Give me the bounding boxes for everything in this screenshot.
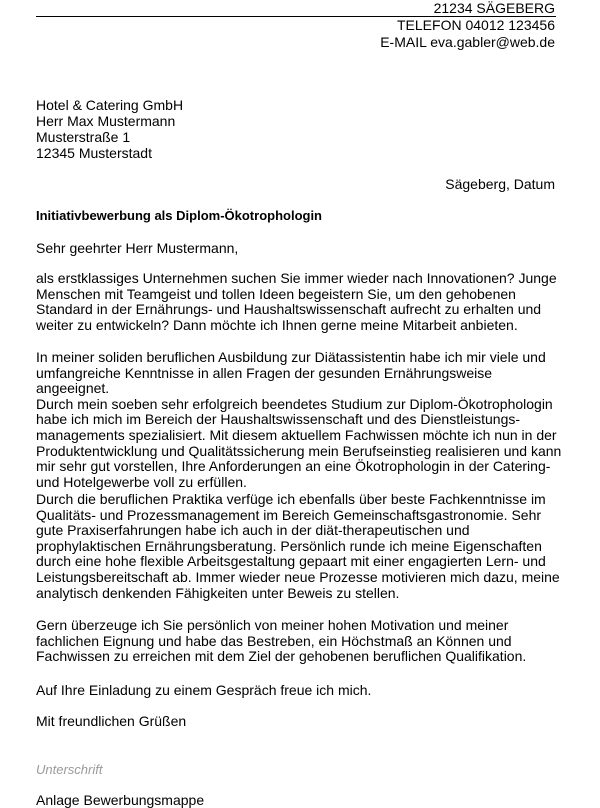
recipient-address — [36, 97, 183, 161]
letter-date: Sägeberg, Datum — [445, 176, 555, 192]
body-paragraph-2: In meiner soliden beruflichen Ausbildung zur Diätassistentin habe ich mir viele und umfangreiche Kenntnisse in allen Fragen der gesunden Ernährungsweise angeeignet. Durch mein soeben sehr erfolgreich beendetes Studium zur Diplom-Ökotrophologin habe ich mich im Bereich der Haushaltswissenschaft und des Dienstleistungs- managements spezialisiert. Mit diesem aktuellem Fachwissen möchte ich nun in der Produktentwicklung und Qualitätssicherung mein Berufseinstieg realisieren und kann mir sehr gut vorstellen, Ihre Anforderungen an eine Ökotrophologin in der Catering- und Hotelgewerbe voll zu erfüllen. — [36, 349, 562, 490]
salutation: Sehr geehrter Herr Mustermann, — [36, 240, 239, 256]
recipient-company: Hotel & Catering GmbH — [36, 97, 184, 113]
letter-subject: Initiativbewerbung als Diplom-Ökotrophologin — [36, 208, 322, 223]
closing-sentence: Auf Ihre Einladung zu einem Gespräch freue ich mich. — [36, 682, 372, 698]
recipient-city: 12345 Musterstadt — [36, 145, 152, 161]
body-paragraph-1: als erstklassiges Unternehmen suchen Sie immer wieder nach Innovationen? Junge Menschen mit Teamgeist und tollen Ideen begeistern Sie, um den gehobenen Standard in der Ernährungs- und Haushaltswissenschaft aufrecht zu erhalten und weiter zu entwickeln? Dann möchte ich Ihnen gerne meine Mitarbeit anbieten. — [36, 270, 557, 333]
body-paragraph-3: Durch die beruflichen Praktika verfüge ich ebenfalls über beste Fachkenntnisse im Qualitäts- und Prozessmanagement im Bereich Gemeinschaftsgastronomie. Sehr gute Praxiserfahrungen habe ich auch in der diät-therapeutischen und prophylaktischen Ernährungsberatung. Persönlich runde ich meine Eigenschaften durch eine hohe flexible Arbeitsgestaltung gepaart mit einer engagierten Lern- und Leistungsbereitschaft ab. Immer wieder neue Prozesse motivieren mich dazu, meine analytisch denkenden Fähigkeiten unter Beweis zu stellen. — [36, 491, 560, 601]
sender-address — [380, 0, 555, 51]
sender-email: E-MAIL eva.gabler@web.de — [380, 34, 555, 50]
recipient-name: Herr Max Mustermann — [36, 113, 176, 129]
signature-placeholder: Unterschrift — [36, 762, 103, 777]
sender-phone: TELEFON 04012 123456 — [397, 17, 555, 33]
body-paragraph-4: Gern überzeuge ich Sie persönlich von meiner hohen Motivation und meiner fachlichen Eignung und habe das Bestreben, ein Höchstmaß an Können und Fachwissen zu erreichen mit dem Ziel der gehobenen beruflichen Qualifikation. — [36, 617, 527, 665]
recipient-street: Musterstraße 1 — [36, 129, 131, 145]
enclosure-note: Anlage Bewerbungsmappe — [36, 792, 205, 808]
sender-city: 21234 SÄGEBERG — [433, 0, 555, 16]
closing-greeting: Mit freundlichen Grüßen — [36, 713, 187, 729]
